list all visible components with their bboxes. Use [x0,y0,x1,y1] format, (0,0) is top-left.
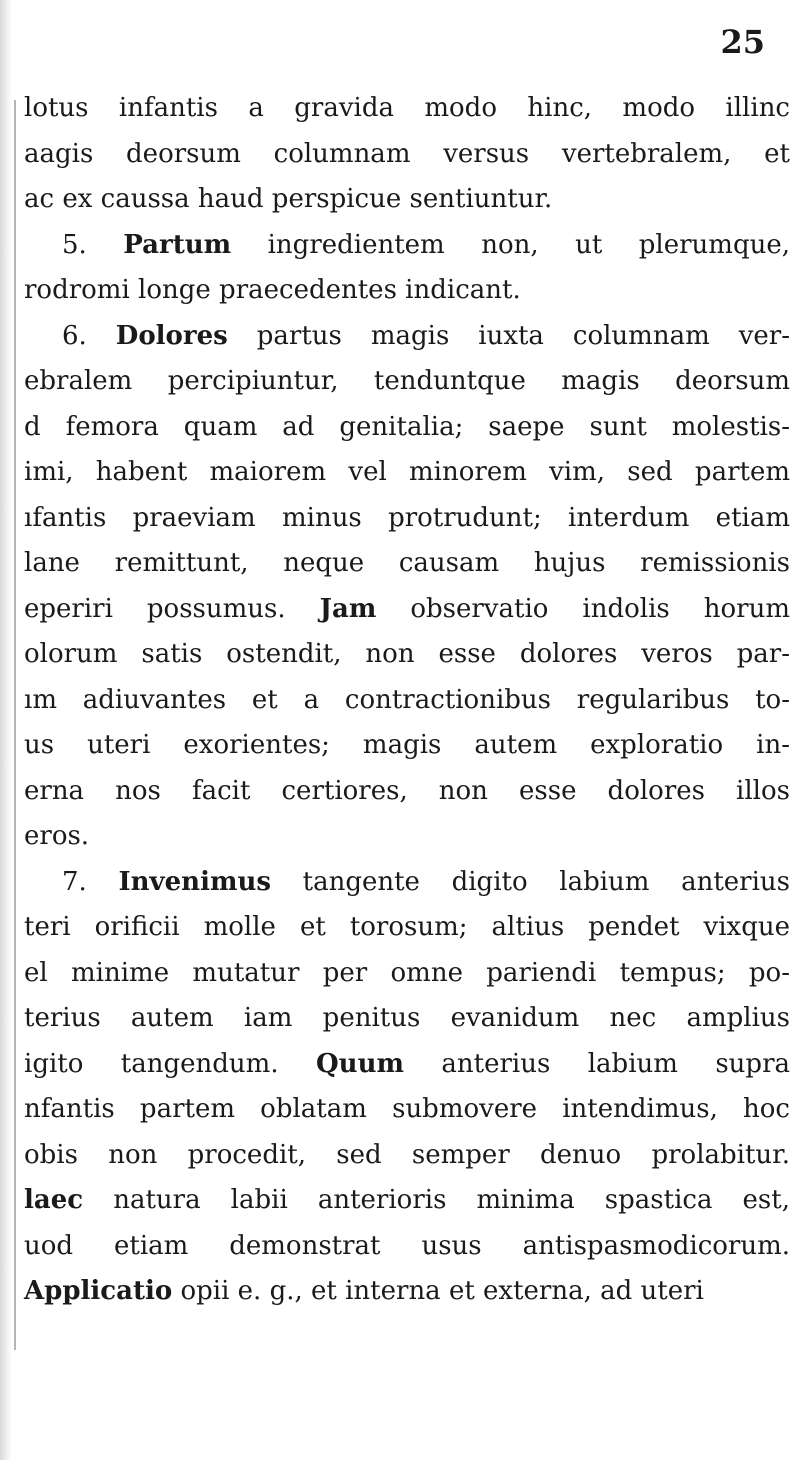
text-line [24,1042,790,1088]
text-segment: ıfantis praeviam minus protrudunt; interdum etiam [24,502,790,533]
text-line [24,541,790,587]
text-segment: el minime mutatur per omne pariendi tempus; po- [24,957,790,988]
text-segment: ebralem percipiuntur, tenduntque magis deorsum [24,366,790,396]
text-segment: 7. [62,866,119,897]
text-line [24,86,790,132]
text-segment: ac ex caussa haud perspicue sentiuntur. [24,184,553,214]
text-line [24,268,790,314]
text-line [24,1269,790,1315]
text-segment: partus magis iuxta columnam ver- [227,320,790,351]
page-number: 25 [720,23,765,61]
text-segment: erna nos facit certiores, non esse dolores illos [24,775,790,806]
bold-term: Applicatio [24,1276,173,1306]
bold-term: laec [24,1185,84,1215]
text-segment: olorum satis ostendit, non esse dolores veros par- [24,639,790,669]
text-line [24,678,790,724]
text-segment: us uteri exorientes; magis autem exploratio in- [24,730,790,760]
bold-term: Jam [319,593,377,624]
text-line [24,814,790,860]
text-segment: aagis deorsum columnam versus vertebralem, et [24,138,790,169]
text-segment: ım adiuvantes et a contractionibus regularibus to- [24,684,790,715]
text-segment: d femora quam ad genitalia; saepe sunt molestis- [24,411,790,442]
bold-term: Invenimus [118,866,271,897]
text-segment: uod etiam demonstrat usus antispasmodicorum. [24,1230,790,1261]
text-line [24,769,790,815]
text-line [24,1087,790,1133]
text-line [24,632,790,678]
bold-term: Quum [316,1048,404,1079]
text-segment: igito tangendum. [24,1048,317,1079]
text-line [24,1224,790,1270]
text-line [24,405,790,451]
text-segment: lane remittunt, neque causam hujus remissionis [24,548,790,578]
text-segment: tangente digito labium anterius [271,866,790,897]
page-gutter-shadow [0,0,12,1460]
text-line [24,951,790,997]
text-line [24,177,790,223]
text-segment: imi, habent maiorem vel minorem vim, sed partem [24,457,790,487]
text-line [24,1133,790,1179]
text-segment: obis non procedit, sed semper denuo prolabitur. [24,1139,790,1170]
text-line [24,860,790,906]
text-line [24,587,790,633]
text-line [24,359,790,405]
text-segment: lotus infantis a gravida modo hinc, modo illinc [24,93,790,123]
text-segment: rodromi longe praecedentes indicant. [24,275,521,305]
bold-term: Partum [123,229,232,260]
text-line [24,1178,790,1224]
text-segment: anterius labium supra [403,1048,791,1079]
text-segment: natura labii anterioris minima spastica est, [83,1185,790,1215]
text-segment: teri orificii molle et torosum; altius pendet vixque [24,912,790,942]
text-line [24,723,790,769]
text-segment: ingredientem non, ut plerumque, [231,229,790,260]
text-segment: 6. [62,320,116,351]
text-segment: eros. [24,821,90,851]
text-line [24,450,790,496]
binding-edge-line [14,100,16,1350]
text-segment: nfantis partem oblatam submovere intendimus, hoc [24,1094,790,1124]
text-segment: terius autem iam penitus evanidum nec amplius [24,1003,790,1033]
text-line [24,132,790,178]
text-segment: 5. [62,229,124,260]
bold-term: Dolores [115,320,228,351]
text-line [24,496,790,542]
text-segment: eperiri possumus. [24,593,320,624]
text-line [24,314,790,360]
text-segment: opii e. g., et interna et externa, ad uteri [172,1276,704,1306]
text-line [24,223,790,269]
text-line [24,905,790,951]
body-text [24,86,790,1315]
text-line [24,996,790,1042]
text-segment: observatio indolis horum [376,593,790,624]
